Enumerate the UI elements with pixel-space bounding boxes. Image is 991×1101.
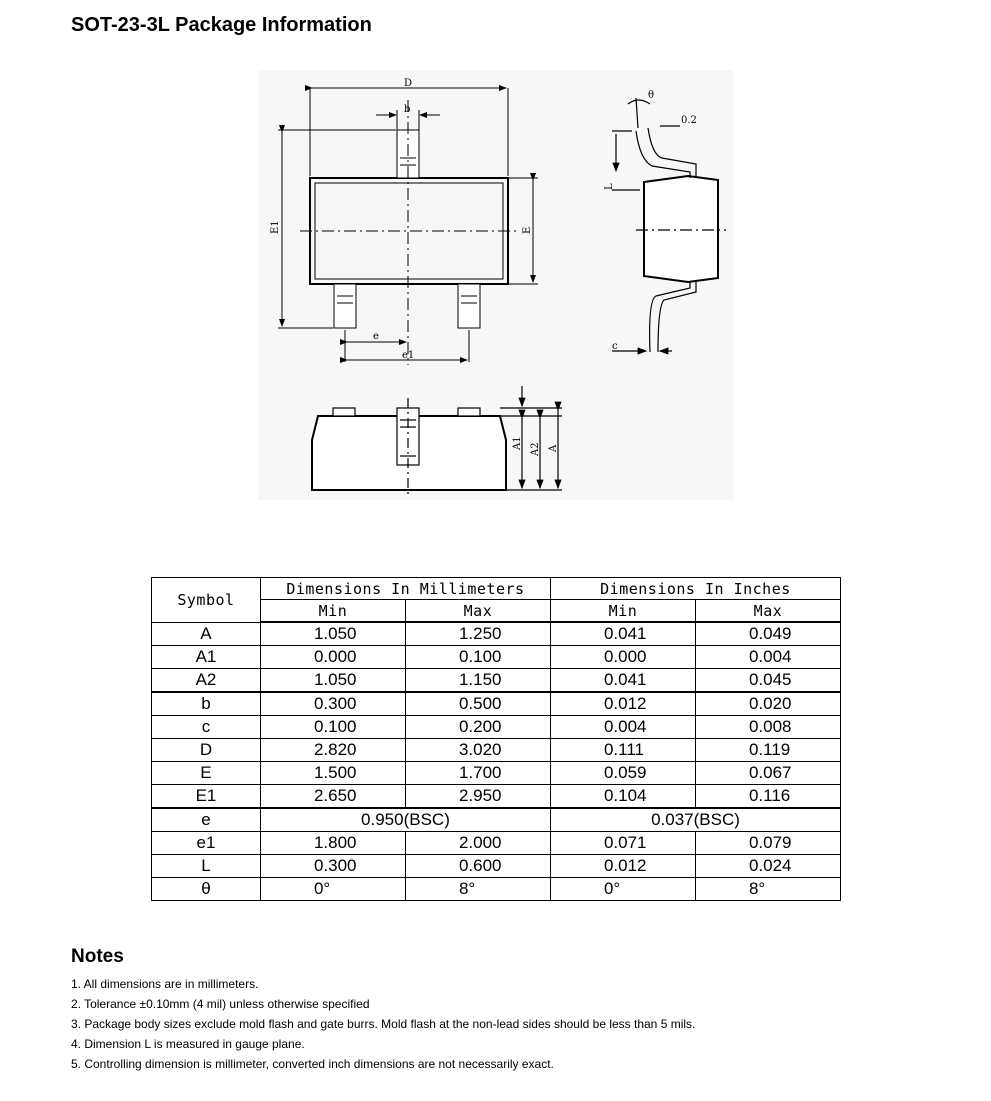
header-millimeters: Dimensions In Millimeters xyxy=(260,578,550,600)
table-cell: 0.012 xyxy=(550,692,695,716)
table-cell: c xyxy=(152,716,261,739)
label-A: A xyxy=(548,444,559,452)
table-cell: 2.820 xyxy=(260,739,405,762)
table-cell: 2.650 xyxy=(260,785,405,809)
label-A1: A1 xyxy=(512,436,523,450)
notes-list xyxy=(71,974,695,1074)
table-cell: A1 xyxy=(152,646,261,669)
table-cell: 0.104 xyxy=(550,785,695,809)
table-row xyxy=(152,785,841,809)
table-cell: 1.050 xyxy=(260,669,405,693)
header-inches: Dimensions In Inches xyxy=(550,578,840,600)
note-item: 4. Dimension L is measured in gauge plane. xyxy=(71,1037,305,1051)
table-cell: 1.700 xyxy=(405,762,550,785)
table-cell: 0.000 xyxy=(550,646,695,669)
label-A2: A2 xyxy=(530,442,541,456)
table-row xyxy=(152,855,841,878)
table-cell: e xyxy=(152,808,261,832)
table-cell: 0.067 xyxy=(695,762,840,785)
table-cell: A xyxy=(152,622,261,646)
table-cell: E xyxy=(152,762,261,785)
label-theta: θ xyxy=(648,90,655,101)
table-cell: 0.600 xyxy=(405,855,550,878)
table-cell: 0.000 xyxy=(260,646,405,669)
table-cell: 0.004 xyxy=(695,646,840,669)
table-cell: 0.020 xyxy=(695,692,840,716)
table-row xyxy=(152,622,841,646)
table-cell: 0.111 xyxy=(550,739,695,762)
table-cell: 8° xyxy=(405,878,550,901)
table-cell: 0.037(BSC) xyxy=(550,808,840,832)
label-L: L xyxy=(604,183,615,190)
table-cell: 0.024 xyxy=(695,855,840,878)
table-cell: 0.300 xyxy=(260,692,405,716)
table-cell: 0.041 xyxy=(550,622,695,646)
page-title: SOT-23-3L Package Information xyxy=(71,14,372,36)
note-item: 2. Tolerance ±0.10mm (4 mil) unless otherwise specified xyxy=(71,997,370,1011)
table-cell: 0.071 xyxy=(550,832,695,855)
table-cell: 1.500 xyxy=(260,762,405,785)
table-cell: 0.059 xyxy=(550,762,695,785)
table-cell: 3.020 xyxy=(405,739,550,762)
table-cell: 2.000 xyxy=(405,832,550,855)
table-cell: 2.950 xyxy=(405,785,550,809)
dimensions-table xyxy=(151,577,841,901)
table-row xyxy=(152,669,841,693)
table-cell: 0.041 xyxy=(550,669,695,693)
header-in-min: Min xyxy=(550,600,695,623)
table-cell: 1.150 xyxy=(405,669,550,693)
table-row xyxy=(152,716,841,739)
table-cell: 0.012 xyxy=(550,855,695,878)
table-cell: A2 xyxy=(152,669,261,693)
label-gauge: 0.2 xyxy=(681,115,697,126)
label-E1: E1 xyxy=(270,220,281,234)
bottom-left-lead xyxy=(334,284,356,328)
table-cell: 0.004 xyxy=(550,716,695,739)
table-cell: E1 xyxy=(152,785,261,809)
header-symbol: Symbol xyxy=(152,578,261,623)
table-cell: 0.008 xyxy=(695,716,840,739)
table-row xyxy=(152,692,841,716)
note-item: 1. All dimensions are in millimeters. xyxy=(71,977,259,991)
table-body xyxy=(152,622,841,901)
table-cell: 1.050 xyxy=(260,622,405,646)
table-cell: 0.100 xyxy=(260,716,405,739)
table-cell: 0.950(BSC) xyxy=(260,808,550,832)
table-cell: 0.119 xyxy=(695,739,840,762)
table-row xyxy=(152,808,841,832)
table-cell: 0.079 xyxy=(695,832,840,855)
label-e: e xyxy=(373,331,379,342)
table-cell: 8° xyxy=(695,878,840,901)
table-cell: 0° xyxy=(260,878,405,901)
label-E: E xyxy=(522,226,533,234)
header-mm-max: Max xyxy=(405,600,550,623)
table-cell: 1.250 xyxy=(405,622,550,646)
label-e1: e1 xyxy=(402,350,415,361)
notes-heading: Notes xyxy=(71,946,124,967)
table-cell: 0.200 xyxy=(405,716,550,739)
table-row xyxy=(152,832,841,855)
table-cell: 0.100 xyxy=(405,646,550,669)
label-c: c xyxy=(612,341,618,352)
header-mm-min: Min xyxy=(260,600,405,623)
header-in-max: Max xyxy=(695,600,840,623)
label-b: b xyxy=(404,104,411,115)
table-cell: 0.116 xyxy=(695,785,840,809)
table-cell: D xyxy=(152,739,261,762)
table-row xyxy=(152,739,841,762)
table-cell: b xyxy=(152,692,261,716)
table-cell: 0.500 xyxy=(405,692,550,716)
note-item: 5. Controlling dimension is millimeter, converted inch dimensions are not necessarily exact. xyxy=(71,1057,554,1071)
table-cell: 0.049 xyxy=(695,622,840,646)
table-row xyxy=(152,878,841,901)
table-cell: e1 xyxy=(152,832,261,855)
label-D: D xyxy=(404,78,413,89)
table-row xyxy=(152,646,841,669)
bottom-right-lead xyxy=(458,284,480,328)
table-cell: θ xyxy=(152,878,261,901)
notes-section xyxy=(71,946,695,1074)
note-item: 3. Package body sizes exclude mold flash and gate burrs. Mold flash at the non-lead sides should be less than 5 mils. xyxy=(71,1017,696,1031)
table-cell: 1.800 xyxy=(260,832,405,855)
side-view-body xyxy=(644,176,718,282)
table-cell: L xyxy=(152,855,261,878)
table-row xyxy=(152,762,841,785)
table-cell: 0.300 xyxy=(260,855,405,878)
table-cell: 0.045 xyxy=(695,669,840,693)
table-cell: 0° xyxy=(550,878,695,901)
